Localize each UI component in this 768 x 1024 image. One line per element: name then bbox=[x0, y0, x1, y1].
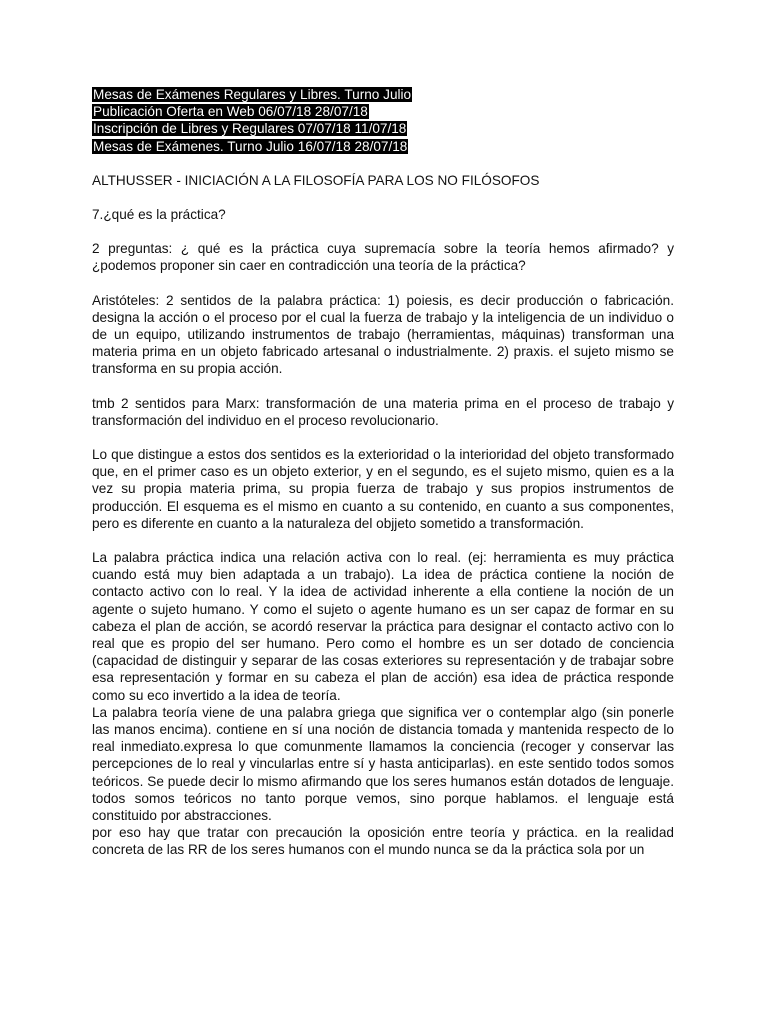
section-heading: 7.¿qué es la práctica? bbox=[92, 206, 226, 222]
paragraph-aristotle: Aristóteles: 2 sentidos de la palabra práctica: 1) poiesis, es decir producción o fabricación. designa la acción o el proceso por el cual la fuerza de trabajo y la inteligencia de un individuo o de un equipo, utilizando instrumentos de trabajo (herramientas, máquinas) transforman una materia prima en un objeto fabricado artesanal o industrialmente. 2) praxis. el sujeto mismo se transforma en su propia acción. bbox=[92, 292, 674, 377]
paragraph-marx: tmb 2 sentidos para Marx: transformación de una materia prima en el proceso de trabajo y transformación del individuo en el proceso revolucionario. bbox=[92, 395, 674, 428]
banner-text: Mesas de Exámenes Regulares y Libres. Turno Julio bbox=[93, 87, 412, 102]
banner-line-exams bbox=[92, 86, 674, 103]
paragraph-theory-definition: La palabra teoría viene de una palabra griega que significa ver o contemplar algo (sin ponerle las manos encima). contiene en sí una noción de distancia tomada y mantenida respecto de lo real inmediato.expresa lo que comunmente llamamos la conciencia (recoger y conservar las percepciones de lo real y vincularlas entre sí y hasta anticiparlas). en este sentido todos somos teóricos. Se puede decir lo mismo afirmando que los seres humanos están dotados de lenguaje. todos somos teóricos no tanto porque vemos, sino porque hablamos. el lenguaje está constituido por abstracciones. bbox=[92, 704, 674, 824]
banner-line-exam-dates bbox=[92, 138, 674, 155]
document-title: ALTHUSSER - INICIACIÓN A LA FILOSOFÍA PARA LOS NO FILÓSOFOS bbox=[92, 172, 540, 188]
banner-line-publication bbox=[92, 103, 674, 120]
paragraph-opposition: por eso hay que tratar con precaución la oposición entre teoría y práctica. en la realidad concreta de las RR de los seres humanos con el mundo nunca se da la práctica sola por un bbox=[92, 825, 674, 858]
paragraph-two-questions: 2 preguntas: ¿ qué es la práctica cuya supremacía sobre la teoría hemos afirmado? y ¿podemos proponer sin caer en contradicción una teoría de la práctica? bbox=[92, 241, 674, 274]
exam-schedule-banner bbox=[92, 86, 674, 155]
banner-line-registration bbox=[92, 120, 674, 137]
banner-text: Inscripción de Libres y Regulares 07/07/18 11/07/18 bbox=[93, 121, 407, 137]
paragraph-practice-definition: La palabra práctica indica una relación activa con lo real. (ej: herramienta es muy práctica cuando está muy bien adaptada a un trabajo). La idea de práctica contiene la noción de contacto activo con lo real. Y la idea de actividad inherente a ella contiene la noción de un agente o sujeto humano. Y como el sujeto o agente humano es un ser capaz de formar en su cabeza el plan de acción, se acordó reservar la práctica para designar el contacto activo con lo real que es propio del ser humano. Pero como el hombre es un ser dotado de conciencia (capacidad de distinguir y separar de las cosas exteriores su representación y de trabajar sobre esa representación y formar en su cabeza el plan de acción) esa idea de práctica responde como su eco invertido a la idea de teoría. bbox=[92, 550, 674, 703]
document-page bbox=[92, 86, 674, 859]
banner-text: Publicación Oferta en Web 06/07/18 28/07/18 bbox=[93, 104, 368, 120]
paragraph-distinction: Lo que distingue a estos dos sentidos es la exterioridad o la interioridad del objeto transformado que, en el primer caso es un objeto exterior, y en el segundo, es el sujeto mismo, quien es a la vez su propia materia prima, su propia fuerza de trabajo y sus propios instrumentos de producción. El esquema es el mismo en cuanto a su contenido, en cuanto a sus componentes, pero es diferente en cuanto a la naturaleza del objjeto sometido a transformación. bbox=[92, 446, 674, 531]
banner-text: Mesas de Exámenes. Turno Julio 16/07/18 28/07/18 bbox=[93, 138, 408, 154]
